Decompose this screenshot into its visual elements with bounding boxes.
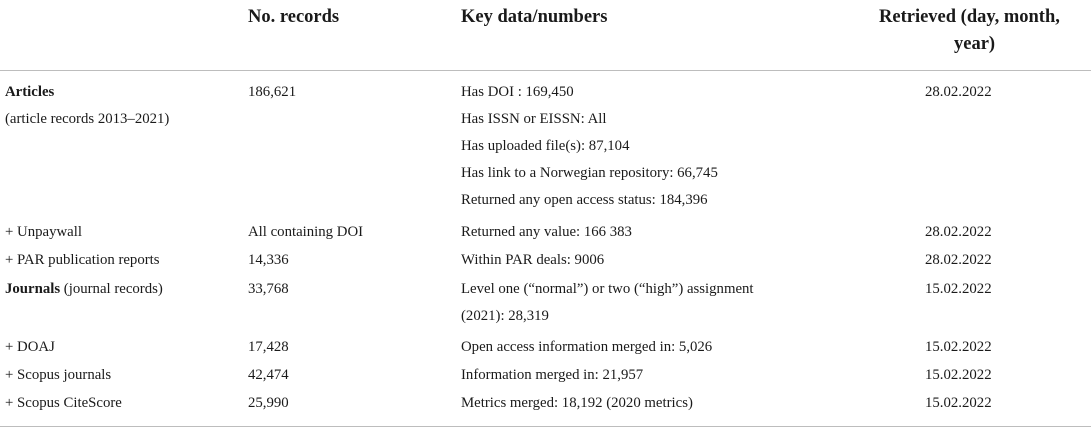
- row-scopus-journals-records: 42,474: [248, 367, 289, 383]
- row-unpaywall-retrieved: 28.02.2022: [925, 224, 992, 240]
- header-no-records: No. records: [248, 7, 340, 27]
- row-articles-note: (article records 2013–2021): [5, 111, 170, 127]
- row-unpaywall-source: + Unpaywall: [5, 224, 82, 240]
- row-par-retrieved: 28.02.2022: [925, 252, 992, 268]
- row-journals-source-cell: [5, 276, 163, 303]
- row-articles-key-4: Returned any open access status: 184,396: [461, 192, 708, 208]
- header-key-data: Key data/numbers: [461, 7, 608, 27]
- header-divider: [0, 70, 1091, 71]
- table-bottom-divider: [0, 426, 1091, 427]
- row-journals-key-1: (2021): 28,319: [461, 308, 549, 324]
- row-unpaywall-records: All containing DOI: [248, 224, 364, 240]
- row-scopus-journals-source: + Scopus journals: [5, 367, 112, 383]
- row-journals-records: 33,768: [248, 281, 289, 297]
- row-journals-key-0: Level one (“normal”) or two (“high”) assignment: [461, 281, 754, 297]
- row-doaj-records: 17,428: [248, 339, 289, 355]
- row-articles-key-1: Has ISSN or EISSN: All: [461, 111, 607, 127]
- row-citescore-records: 25,990: [248, 395, 289, 411]
- row-par-records: 14,336: [248, 252, 289, 268]
- row-journals-retrieved: 15.02.2022: [925, 281, 992, 297]
- row-doaj-retrieved: 15.02.2022: [925, 339, 992, 355]
- row-articles-key-0: Has DOI : 169,450: [461, 84, 574, 100]
- row-articles-key-2: Has uploaded file(s): 87,104: [461, 138, 630, 154]
- row-articles-key-3: Has link to a Norwegian repository: 66,745: [461, 165, 718, 181]
- row-citescore-key-0: Metrics merged: 18,192 (2020 metrics): [461, 395, 693, 411]
- row-articles-retrieved: 28.02.2022: [925, 84, 992, 100]
- row-journals-note: (journal records): [63, 281, 163, 297]
- row-scopus-journals-key-0: Information merged in: 21,957: [461, 367, 644, 383]
- row-articles-source: Articles: [5, 84, 55, 100]
- row-unpaywall-key-0: Returned any value: 166 383: [461, 224, 632, 240]
- header-retrieved-line2: year): [954, 34, 996, 54]
- row-par-key-0: Within PAR deals: 9006: [461, 252, 605, 268]
- header-retrieved-line1: Retrieved (day, month,: [879, 7, 1060, 27]
- row-journals-source: Journals: [5, 281, 61, 297]
- row-articles-records: 186,621: [248, 84, 297, 100]
- row-doaj-source: + DOAJ: [5, 339, 55, 355]
- row-doaj-key-0: Open access information merged in: 5,026: [461, 339, 713, 355]
- row-citescore-retrieved: 15.02.2022: [925, 395, 992, 411]
- row-citescore-source: + Scopus CiteScore: [5, 395, 122, 411]
- row-scopus-journals-retrieved: 15.02.2022: [925, 367, 992, 383]
- row-par-source: + PAR publication reports: [5, 252, 160, 268]
